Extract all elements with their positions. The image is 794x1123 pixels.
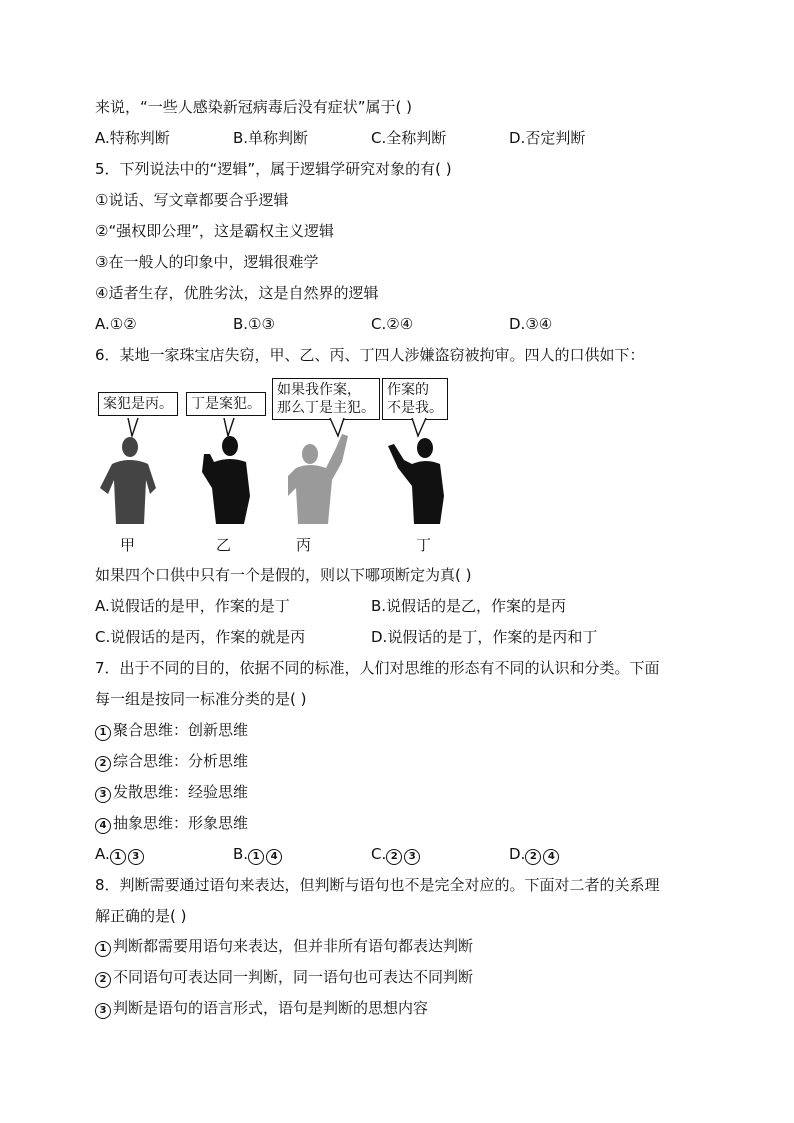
q6-question: 如果四个口供中只有一个是假的，则以下哪项断定为真( ) [95, 566, 472, 584]
person-jia-silhouette [100, 437, 156, 524]
q4-option-d: D.否定判断 [509, 129, 586, 147]
q4-option-a: A.特称判断 [95, 129, 170, 147]
label-yi: 乙 [216, 536, 232, 554]
q6-option-d: D.说假话的是丁，作案的是丙和丁 [371, 628, 598, 646]
q5-item-1: ①说话、写文章都要合乎逻辑 [95, 191, 289, 209]
bubble-tail-jia [128, 418, 138, 436]
q8-item-2 [95, 967, 473, 988]
q7-option-c [371, 844, 422, 865]
q5-option-a: A.①② [95, 315, 137, 333]
q5-option-d: D.③④ [509, 315, 553, 333]
bubble-tail-bing [330, 418, 344, 436]
q7-option-d-letter: D. [509, 845, 526, 863]
q5-item-4: ④适者生存，优胜劣汰，这是自然界的逻辑 [95, 284, 379, 302]
q7-item-1-number: 1 [95, 725, 111, 741]
q7-option-d [509, 844, 561, 865]
q6-option-b: B.说假话的是乙，作案的是丙 [371, 597, 567, 615]
q8-item-1-number: 1 [95, 941, 111, 957]
q6-option-c: C.说假话的是丙，作案的就是丙 [95, 628, 306, 646]
q7-option-a-mark-1: 1 [110, 849, 126, 865]
q8-item-1 [95, 936, 473, 957]
q7-option-a [95, 844, 146, 865]
q7-item-2-number: 2 [95, 756, 111, 772]
q8-stem-line-2: 解正确的是( ) [95, 907, 187, 925]
q7-option-b-mark-1: 1 [248, 849, 264, 865]
q7-item-4-number: 4 [95, 818, 111, 834]
bubble-tail-yi [224, 418, 234, 436]
q7-item-3 [95, 782, 248, 803]
suspects-illustration [92, 376, 492, 556]
q7-option-b-mark-2: 4 [266, 849, 282, 865]
q7-item-3-text: 发散思维：经验思维 [113, 783, 249, 801]
q7-option-b [233, 844, 284, 865]
q5-item-2: ②“强权即公理”，这是霸权主义逻辑 [95, 222, 334, 240]
q7-option-a-mark-2: 3 [128, 849, 144, 865]
q7-option-b-letter: B. [233, 845, 249, 863]
q7-option-c-letter: C. [371, 845, 387, 863]
speech-bing-line-1: 如果我作案， [277, 382, 361, 398]
speech-jia-text: 案犯是丙。 [103, 396, 173, 412]
person-bing-silhouette [288, 434, 348, 524]
q7-option-d-mark-1: 2 [525, 849, 541, 865]
q8-stem-line-1: 8．判断需要通过语句来表达，但判断与语句也不是完全对应的。下面对二者的关系理 [95, 876, 660, 894]
q8-item-3-number: 3 [95, 1003, 111, 1019]
q5-stem: 5．下列说法中的“逻辑”，属于逻辑学研究对象的有( ) [95, 160, 452, 178]
person-ding-silhouette [388, 438, 444, 524]
q8-item-3-text: 判断是语句的语言形式，语句是判断的思想内容 [113, 999, 429, 1017]
bubble-tail-ding [412, 418, 426, 436]
q8-item-2-text: 不同语句可表达同一判断，同一语句也可表达不同判断 [113, 968, 474, 986]
speech-bing-line-2: 那么丁是主犯。 [277, 400, 375, 416]
q7-item-4-text: 抽象思维：形象思维 [113, 814, 249, 832]
person-yi-silhouette [202, 436, 250, 524]
q7-item-2 [95, 751, 248, 772]
q5-option-b: B.①③ [233, 315, 275, 333]
silhouettes [92, 376, 492, 536]
speech-ding-line-1: 作案的 [387, 382, 429, 398]
q6-option-a: A.说假话的是甲，作案的是丁 [95, 597, 290, 615]
q7-stem-line-1: 7．出于不同的目的，依据不同的标准，人们对思维的形态有不同的认识和分类。下面 [95, 659, 660, 677]
q7-stem-line-2: 每一组是按同一标准分类的是( ) [95, 690, 307, 708]
q7-item-2-text: 综合思维：分析思维 [113, 752, 249, 770]
q7-option-c-mark-1: 2 [386, 849, 402, 865]
speech-ding-line-2: 不是我。 [387, 400, 443, 416]
q8-item-1-text: 判断都需要用语句来表达，但并非所有语句都表达判断 [113, 937, 474, 955]
label-jia: 甲 [120, 536, 136, 554]
speech-yi-text: 丁是案犯。 [191, 396, 261, 412]
q6-stem: 6．某地一家珠宝店失窃，甲、乙、丙、丁四人涉嫌盗窃被拘审。四人的口供如下： [95, 346, 645, 364]
q4-stem: 来说，“一些人感染新冠病毒后没有症状”属于( ) [95, 98, 413, 116]
q7-item-1-text: 聚合思维：创新思维 [113, 721, 249, 739]
label-ding: 丁 [416, 536, 432, 554]
q7-option-d-mark-2: 4 [543, 849, 559, 865]
q4-option-c: C.全称判断 [371, 129, 447, 147]
q8-item-2-number: 2 [95, 972, 111, 988]
q7-item-4 [95, 813, 248, 834]
q4-option-b: B.单称判断 [233, 129, 309, 147]
label-bing: 丙 [296, 536, 312, 554]
q5-option-c: C.②④ [371, 315, 414, 333]
q7-item-1 [95, 720, 248, 741]
q7-option-a-letter: A. [95, 845, 110, 863]
q5-item-3: ③在一般人的印象中，逻辑很难学 [95, 253, 319, 271]
q8-item-3 [95, 998, 428, 1019]
q7-item-3-number: 3 [95, 787, 111, 803]
q7-option-c-mark-2: 3 [404, 849, 420, 865]
